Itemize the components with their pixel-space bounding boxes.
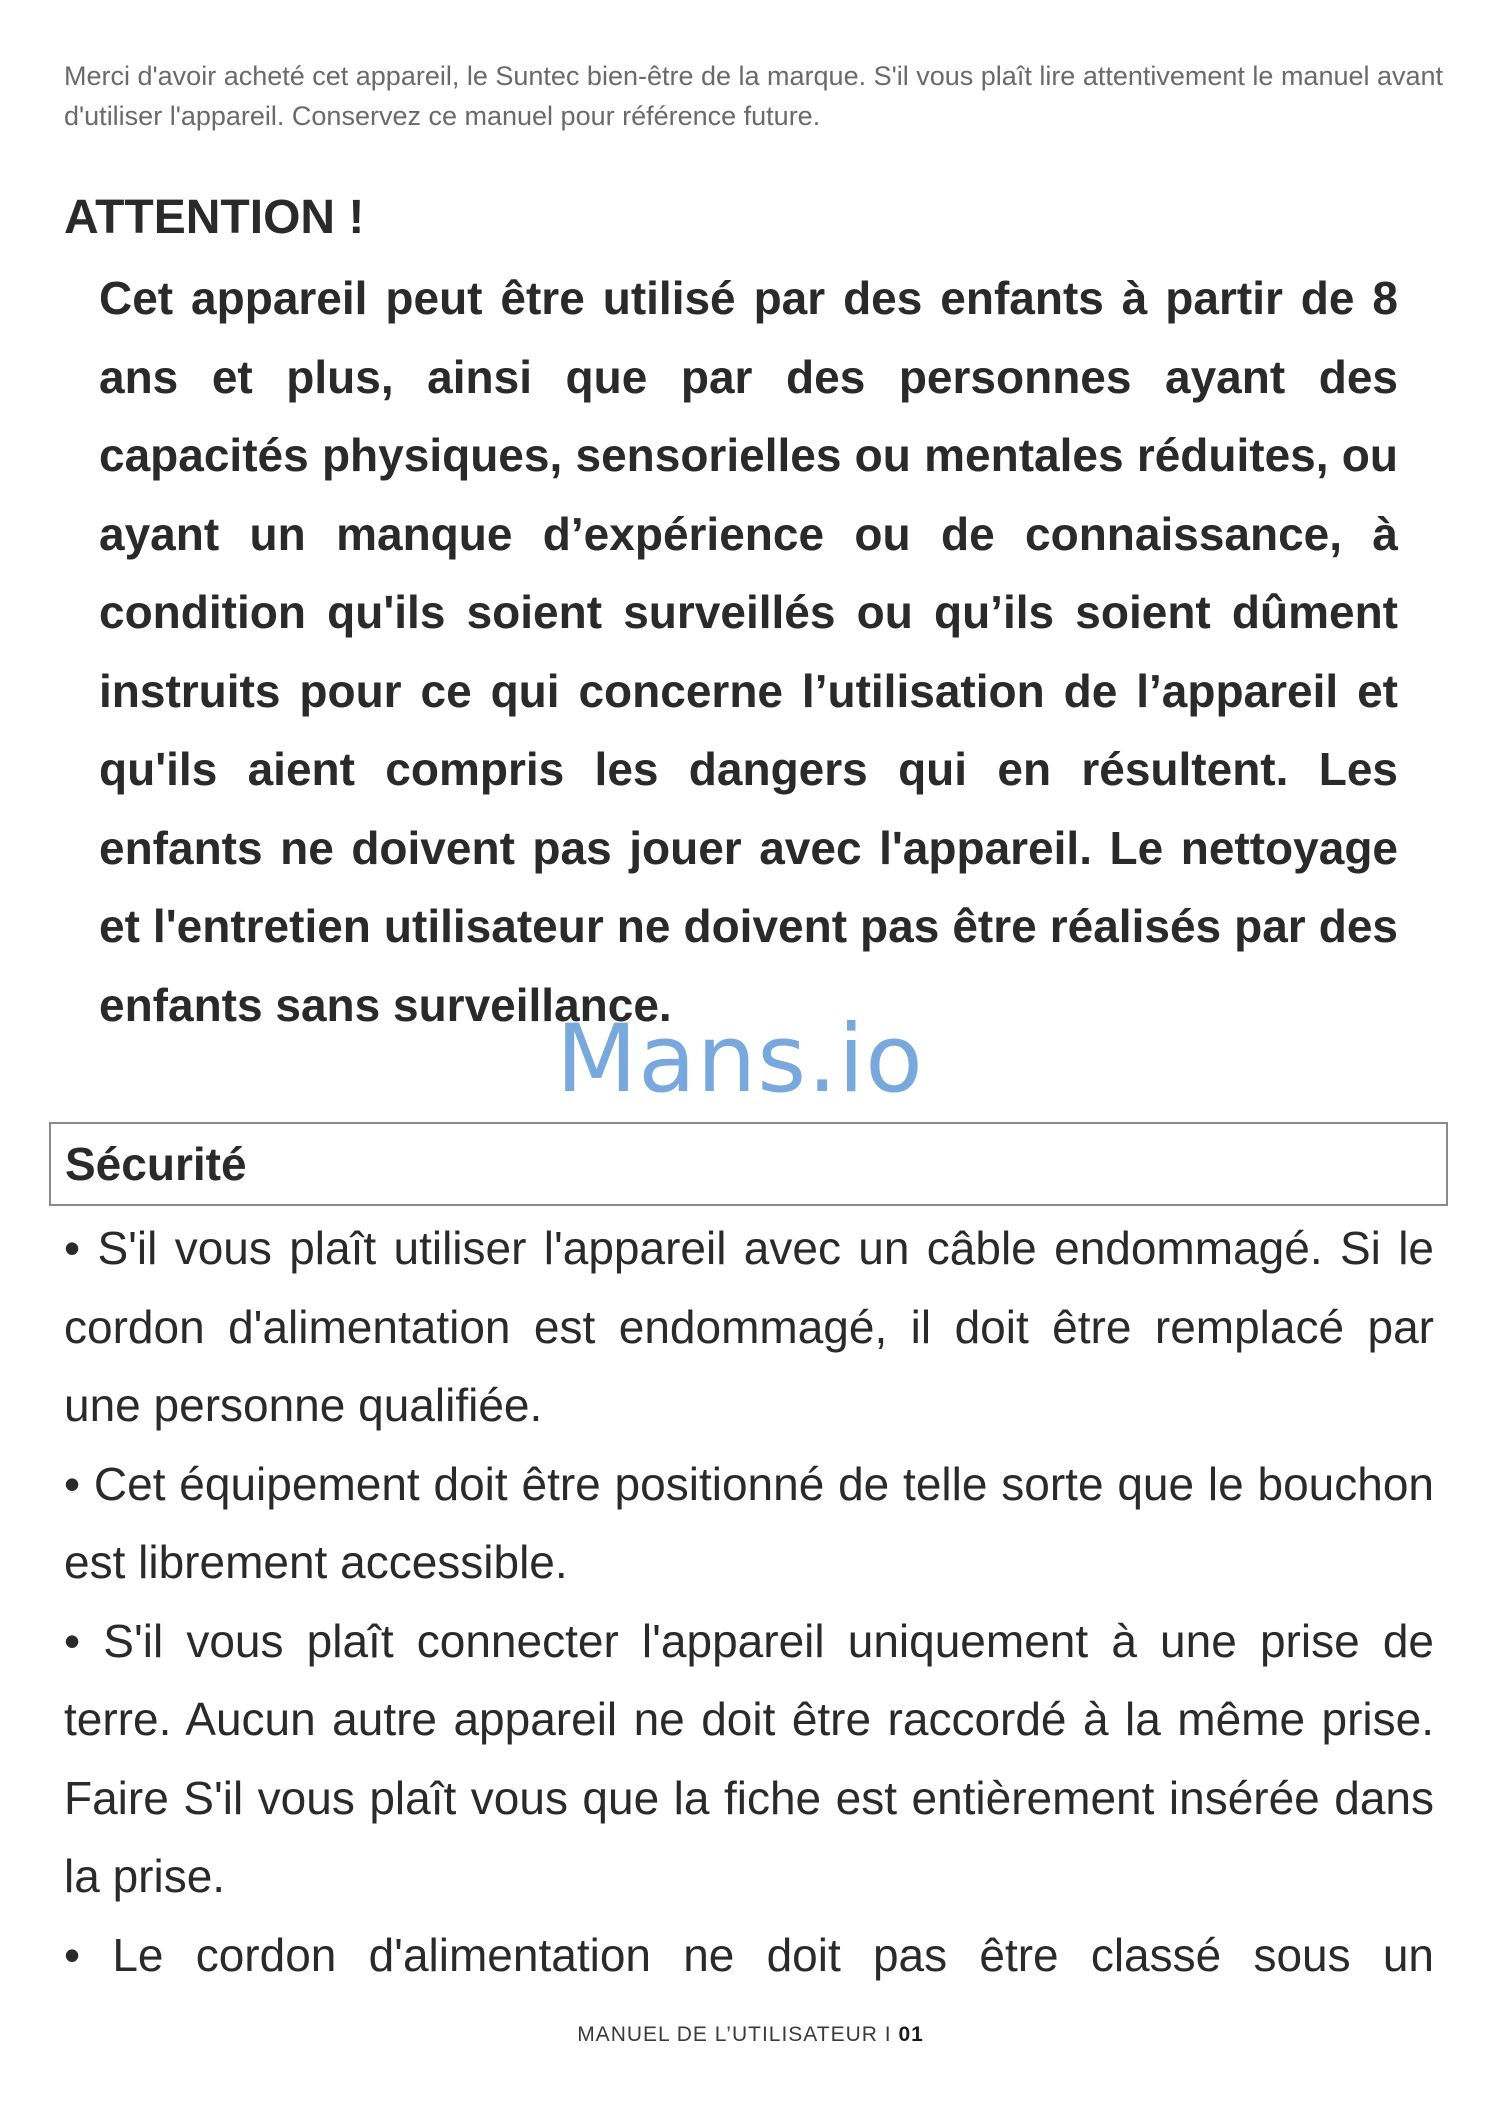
safety-item: • S'il vous plaît connecter l'appareil uniquement à une prise de terre. Aucun autre appareil ne doit être raccordé à la même prise. Faire S'il vous plaît vous que la fiche est entièrement insérée dans la prise.: [64, 1614, 1434, 1902]
page-number: 01: [898, 2023, 924, 2046]
footer-label: MANUEL DE L’UTILISATEUR I: [577, 2023, 892, 2046]
safety-item: • Le cordon d'alimentation ne doit pas être classé sous un: [64, 1928, 1434, 1981]
watermark-logo: Mans.io: [556, 1005, 924, 1114]
safety-item: • Cet équipement doit être positionné de telle sorte que le bouchon est librement accessible.: [64, 1457, 1434, 1588]
safety-section-header: [49, 1122, 1448, 1206]
page-footer: [0, 2020, 1501, 2050]
attention-warning-text: Cet appareil peut être utilisé par des enfants à partir de 8 ans et plus, ainsi que par des personnes ayant des capacités physiques, sensorielles ou mentales réduites, ou ayant un manque d’expérience ou de connaissance, à condition qu'ils soient surveillés ou qu’ils soient dûment instruits pour ce qui concerne l’utilisation de l’appareil et qu'ils aient compris les dangers qui en résultent. Les enfants ne doivent pas jouer avec l'appareil. Le nettoyage et l'entretien utilisateur ne doivent pas être réalisés par des enfants sans surveillance.: [99, 272, 1398, 1031]
safety-item: • S'il vous plaît utiliser l'appareil avec un câble endommagé. Si le cordon d'alimentation est endommagé, il doit être remplacé par une personne qualifiée.: [64, 1222, 1434, 1431]
safety-list: [64, 1209, 1434, 1994]
intro-paragraph: Merci d'avoir acheté cet appareil, le Suntec bien-être de la marque. S'il vous plaît lire attentivement le manuel avant d'utiliser l'appareil. Conservez ce manuel pour référence future.: [64, 61, 1444, 131]
safety-section-title: Sécurité: [65, 1138, 247, 1190]
attention-heading: ATTENTION !: [64, 191, 365, 244]
